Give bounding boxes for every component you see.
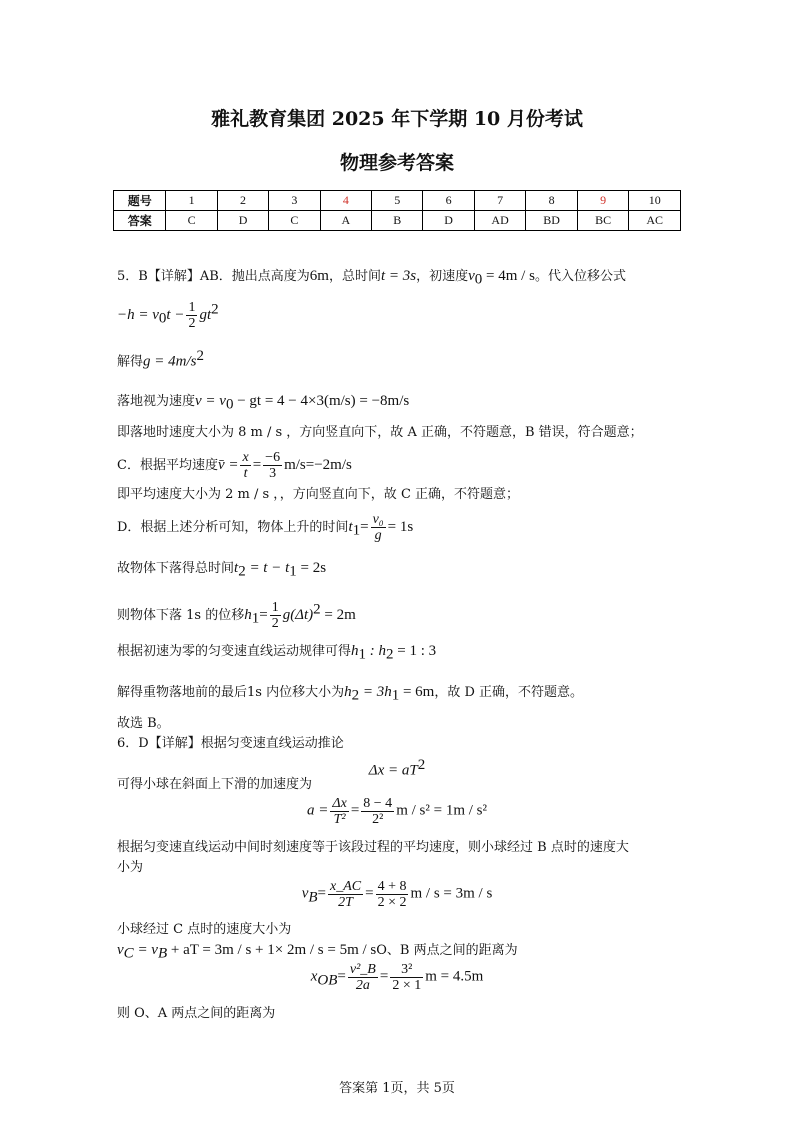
- eq-part: + aT = 3m / s + 1× 2m / s = 5m / s: [167, 942, 377, 958]
- question-number-cell: 10: [629, 191, 681, 211]
- eq-part: t: [234, 560, 239, 576]
- q5-time: t = 3s: [380, 268, 417, 284]
- answer-cell: BD: [526, 211, 578, 231]
- eq-sub: 1: [358, 646, 367, 663]
- q5-fall-time: [117, 560, 326, 580]
- q6-midtime-text-2: 小为: [117, 860, 144, 875]
- q5-text: C．根据平均速度: [117, 458, 218, 473]
- eq-sub: 1: [251, 610, 260, 627]
- eq-part: −h = v: [117, 307, 159, 323]
- fraction: [263, 450, 282, 481]
- exam-title: 雅礼教育集团 2025 年下学期 10 月份考试: [211, 108, 583, 130]
- q5-g-value: g = 4m/s: [143, 353, 197, 370]
- eq-part: gt: [199, 307, 212, 323]
- q5-text: 则物体下落 1s 的位移: [117, 608, 245, 623]
- row-label-answer: 答案: [114, 211, 166, 231]
- answer-cell: D: [423, 211, 474, 231]
- eq-sub: B: [157, 945, 168, 962]
- q5-solve-g: [117, 348, 204, 370]
- numerator: 1: [271, 600, 279, 615]
- eq-sub: OB: [317, 972, 338, 989]
- row-label-number: 题号: [114, 191, 166, 211]
- q5-sub: 0: [474, 271, 483, 288]
- eq-sup: 2: [417, 757, 426, 773]
- q6-eq-acceleration: [0, 796, 794, 827]
- answer-cell: AD: [474, 211, 526, 231]
- denominator: 3: [269, 466, 277, 481]
- q6-text: O、B 两点之间的距离为: [376, 943, 518, 958]
- question-number-row: [114, 191, 681, 211]
- denominator: 2 × 2: [377, 895, 407, 910]
- q6-eq-xob: [0, 962, 794, 993]
- q5-text: ，故 D 正确，不符题意。: [434, 685, 584, 700]
- eq-part: v: [301, 885, 309, 902]
- eq-part: = 2s: [296, 560, 327, 576]
- denominator: 2: [271, 616, 279, 631]
- denominator: T²: [333, 812, 346, 827]
- denominator: 2T: [338, 895, 353, 910]
- eq-part: =: [252, 457, 262, 473]
- fraction: [348, 962, 378, 993]
- eq-part: =: [365, 885, 374, 902]
- eq-part: = 2m: [320, 607, 356, 623]
- eq-part: =: [379, 968, 389, 985]
- q5-text: D．根据上述分析可知，物体上升的时间: [117, 520, 349, 535]
- fraction: [390, 962, 423, 993]
- denominator: g: [374, 528, 382, 543]
- eq-sub: 1: [391, 687, 400, 704]
- answer-cell: C: [269, 211, 320, 231]
- eq-part: m / s = 3m / s: [410, 885, 493, 902]
- eq-part: m / s² = 1m / s²: [396, 802, 487, 819]
- q5-text: 解得重物落地前的最后1s 内位移大小为: [117, 685, 345, 700]
- fraction: [240, 450, 250, 481]
- eq-part: v: [117, 942, 124, 958]
- eq-part: v̄ =: [217, 457, 239, 473]
- eq-part: m = 4.5m: [425, 968, 484, 985]
- q5-velocity: [117, 393, 409, 413]
- numerator: −6: [265, 450, 281, 465]
- fraction: [361, 796, 394, 827]
- q5-ratio: [117, 643, 436, 663]
- answer-row: [114, 211, 681, 231]
- q5-text: 。代入位移公式: [534, 269, 626, 284]
- eq-part: = t − t: [245, 560, 290, 576]
- numerator: 4 + 8: [377, 879, 407, 894]
- eq-sup: 2: [313, 601, 321, 618]
- fraction: [330, 796, 348, 827]
- eq-part: Δx = aT: [368, 762, 418, 779]
- answer-subtitle: 物理参考答案: [339, 152, 454, 174]
- q5-conclusion-c: 即平均速度大小为 2 m / s ，，方向竖直向下，故 C 正确，不符题意；: [117, 487, 520, 502]
- eq-part: x: [310, 968, 318, 985]
- eq-part: a =: [307, 802, 329, 819]
- q5-last-second: [117, 684, 583, 704]
- q6-vc-equation: [117, 942, 518, 962]
- eq-sub: 2: [238, 563, 246, 580]
- eq-sub: B: [308, 889, 318, 906]
- eq-part: = v: [133, 942, 158, 958]
- q5-conclusion-ab: 即落地时速度大小为 8 m / s ，方向竖直向下，故 A 正确，不符题意，B 错误，符合题意；: [117, 425, 643, 440]
- eq-part: : h: [366, 643, 387, 659]
- fraction: [186, 300, 197, 331]
- eq-sub: 2: [386, 646, 394, 663]
- eq-sup: 2: [211, 301, 219, 318]
- q5-fall-displacement: [117, 600, 356, 631]
- denominator: 2a: [355, 978, 370, 993]
- eq-part: h: [344, 684, 352, 700]
- eq-part: = 6m: [399, 684, 435, 700]
- eq-part: h: [244, 607, 252, 623]
- q6-eq-vb: [0, 879, 794, 910]
- q6-intro: 6．D【详解】根据匀变速直线运动推论: [117, 736, 344, 751]
- denominator: 2²: [372, 812, 384, 827]
- q5-text: 故物体下落得总时间: [117, 561, 235, 576]
- q6-vc-text: 小球经过 C 点时的速度大小为: [117, 922, 292, 937]
- eq-part: =: [337, 968, 346, 985]
- q6-accel-text: 可得小球在斜面上下滑的加速度为: [117, 777, 313, 792]
- question-number-cell: 6: [423, 191, 474, 211]
- q5-rise-time: [117, 512, 413, 543]
- eq-part: = 3h: [359, 684, 392, 700]
- question-number-cell: 2: [217, 191, 268, 211]
- fraction: [371, 512, 386, 543]
- question-number-cell: 8: [526, 191, 578, 211]
- q5-average-velocity: [117, 450, 352, 481]
- question-number-cell: 4: [320, 191, 371, 211]
- page-footer: 答案第 1页，共 5页: [339, 1081, 455, 1096]
- answer-cell: D: [217, 211, 268, 231]
- eq-part: =: [360, 519, 369, 535]
- eq-sup: 2: [196, 348, 204, 364]
- q5-text: 根据初速为零的匀变速直线运动规律可得: [117, 644, 352, 659]
- numerator: x: [242, 450, 249, 465]
- eq-sub: 0: [225, 396, 234, 413]
- eq-part: g(Δt): [282, 607, 314, 623]
- answer-cell: A: [320, 211, 371, 231]
- q5-intro: [117, 268, 626, 288]
- denominator: 2 × 1: [392, 978, 422, 993]
- denominator: 2: [188, 316, 196, 331]
- eq-part: v = v: [195, 393, 226, 409]
- question-number-cell: 3: [269, 191, 320, 211]
- answer-cell: AC: [629, 211, 681, 231]
- fraction: [376, 879, 409, 910]
- q5-v0-value: = 4m / s: [482, 268, 535, 284]
- answer-cell: B: [372, 211, 423, 231]
- question-number-cell: 5: [372, 191, 423, 211]
- eq-part: t −: [166, 307, 185, 323]
- numerator: x_AC: [330, 879, 362, 894]
- question-number-cell: 9: [577, 191, 629, 211]
- eq-part: m/s=−2m/s: [284, 457, 352, 473]
- eq-part: − gt = 4 − 4×3(m/s) = −8m/s: [233, 393, 410, 409]
- eq-part: = 1 : 3: [393, 643, 437, 659]
- q5-text: 落地视为速度: [117, 394, 196, 409]
- eq-sub: 1: [289, 563, 297, 580]
- eq-sub: 1: [352, 522, 361, 539]
- answer-cell: C: [166, 211, 217, 231]
- eq-part: =: [350, 802, 360, 819]
- eq-part: t: [348, 519, 353, 535]
- fraction: [328, 879, 363, 910]
- numerator: Δx: [332, 796, 347, 811]
- q6-oa-text: 则 O、A 两点之间的距离为: [117, 1006, 276, 1021]
- fraction: [270, 600, 281, 631]
- numerator: 8 − 4: [363, 796, 393, 811]
- q5-v0: v: [468, 268, 475, 284]
- q5-height: 6m: [309, 268, 329, 284]
- question-number-cell: 7: [474, 191, 526, 211]
- eq-sub: 2: [351, 687, 360, 704]
- eq-part: =: [259, 607, 268, 623]
- denominator: t: [243, 466, 248, 481]
- q6-midtime-text: 根据匀变速直线运动中间时刻速度等于该段过程的平均速度，则小球经过 B 点时的速度大: [117, 840, 629, 855]
- q5-text: ，总时间: [328, 269, 381, 284]
- eq-sub: C: [123, 945, 134, 962]
- numerator: v²_B: [349, 962, 376, 977]
- q5-final-choice: 故选 B。: [117, 716, 170, 731]
- q5-text: 解得: [117, 354, 144, 370]
- q5-displacement-equation: [117, 300, 219, 331]
- answer-table: [113, 190, 681, 231]
- question-number-cell: 1: [166, 191, 217, 211]
- eq-sub: 0: [158, 310, 167, 327]
- q5-text: 5．B【详解】AB．抛出点高度为: [117, 269, 310, 284]
- q5-text: ，初速度: [416, 269, 469, 284]
- eq-part: h: [351, 643, 359, 659]
- answer-cell: BC: [577, 211, 629, 231]
- numerator: 1: [188, 300, 196, 315]
- numerator: 3²: [390, 962, 423, 978]
- eq-part: =: [317, 885, 326, 902]
- numerator: v₀: [372, 512, 384, 527]
- eq-part: = 1s: [387, 519, 414, 535]
